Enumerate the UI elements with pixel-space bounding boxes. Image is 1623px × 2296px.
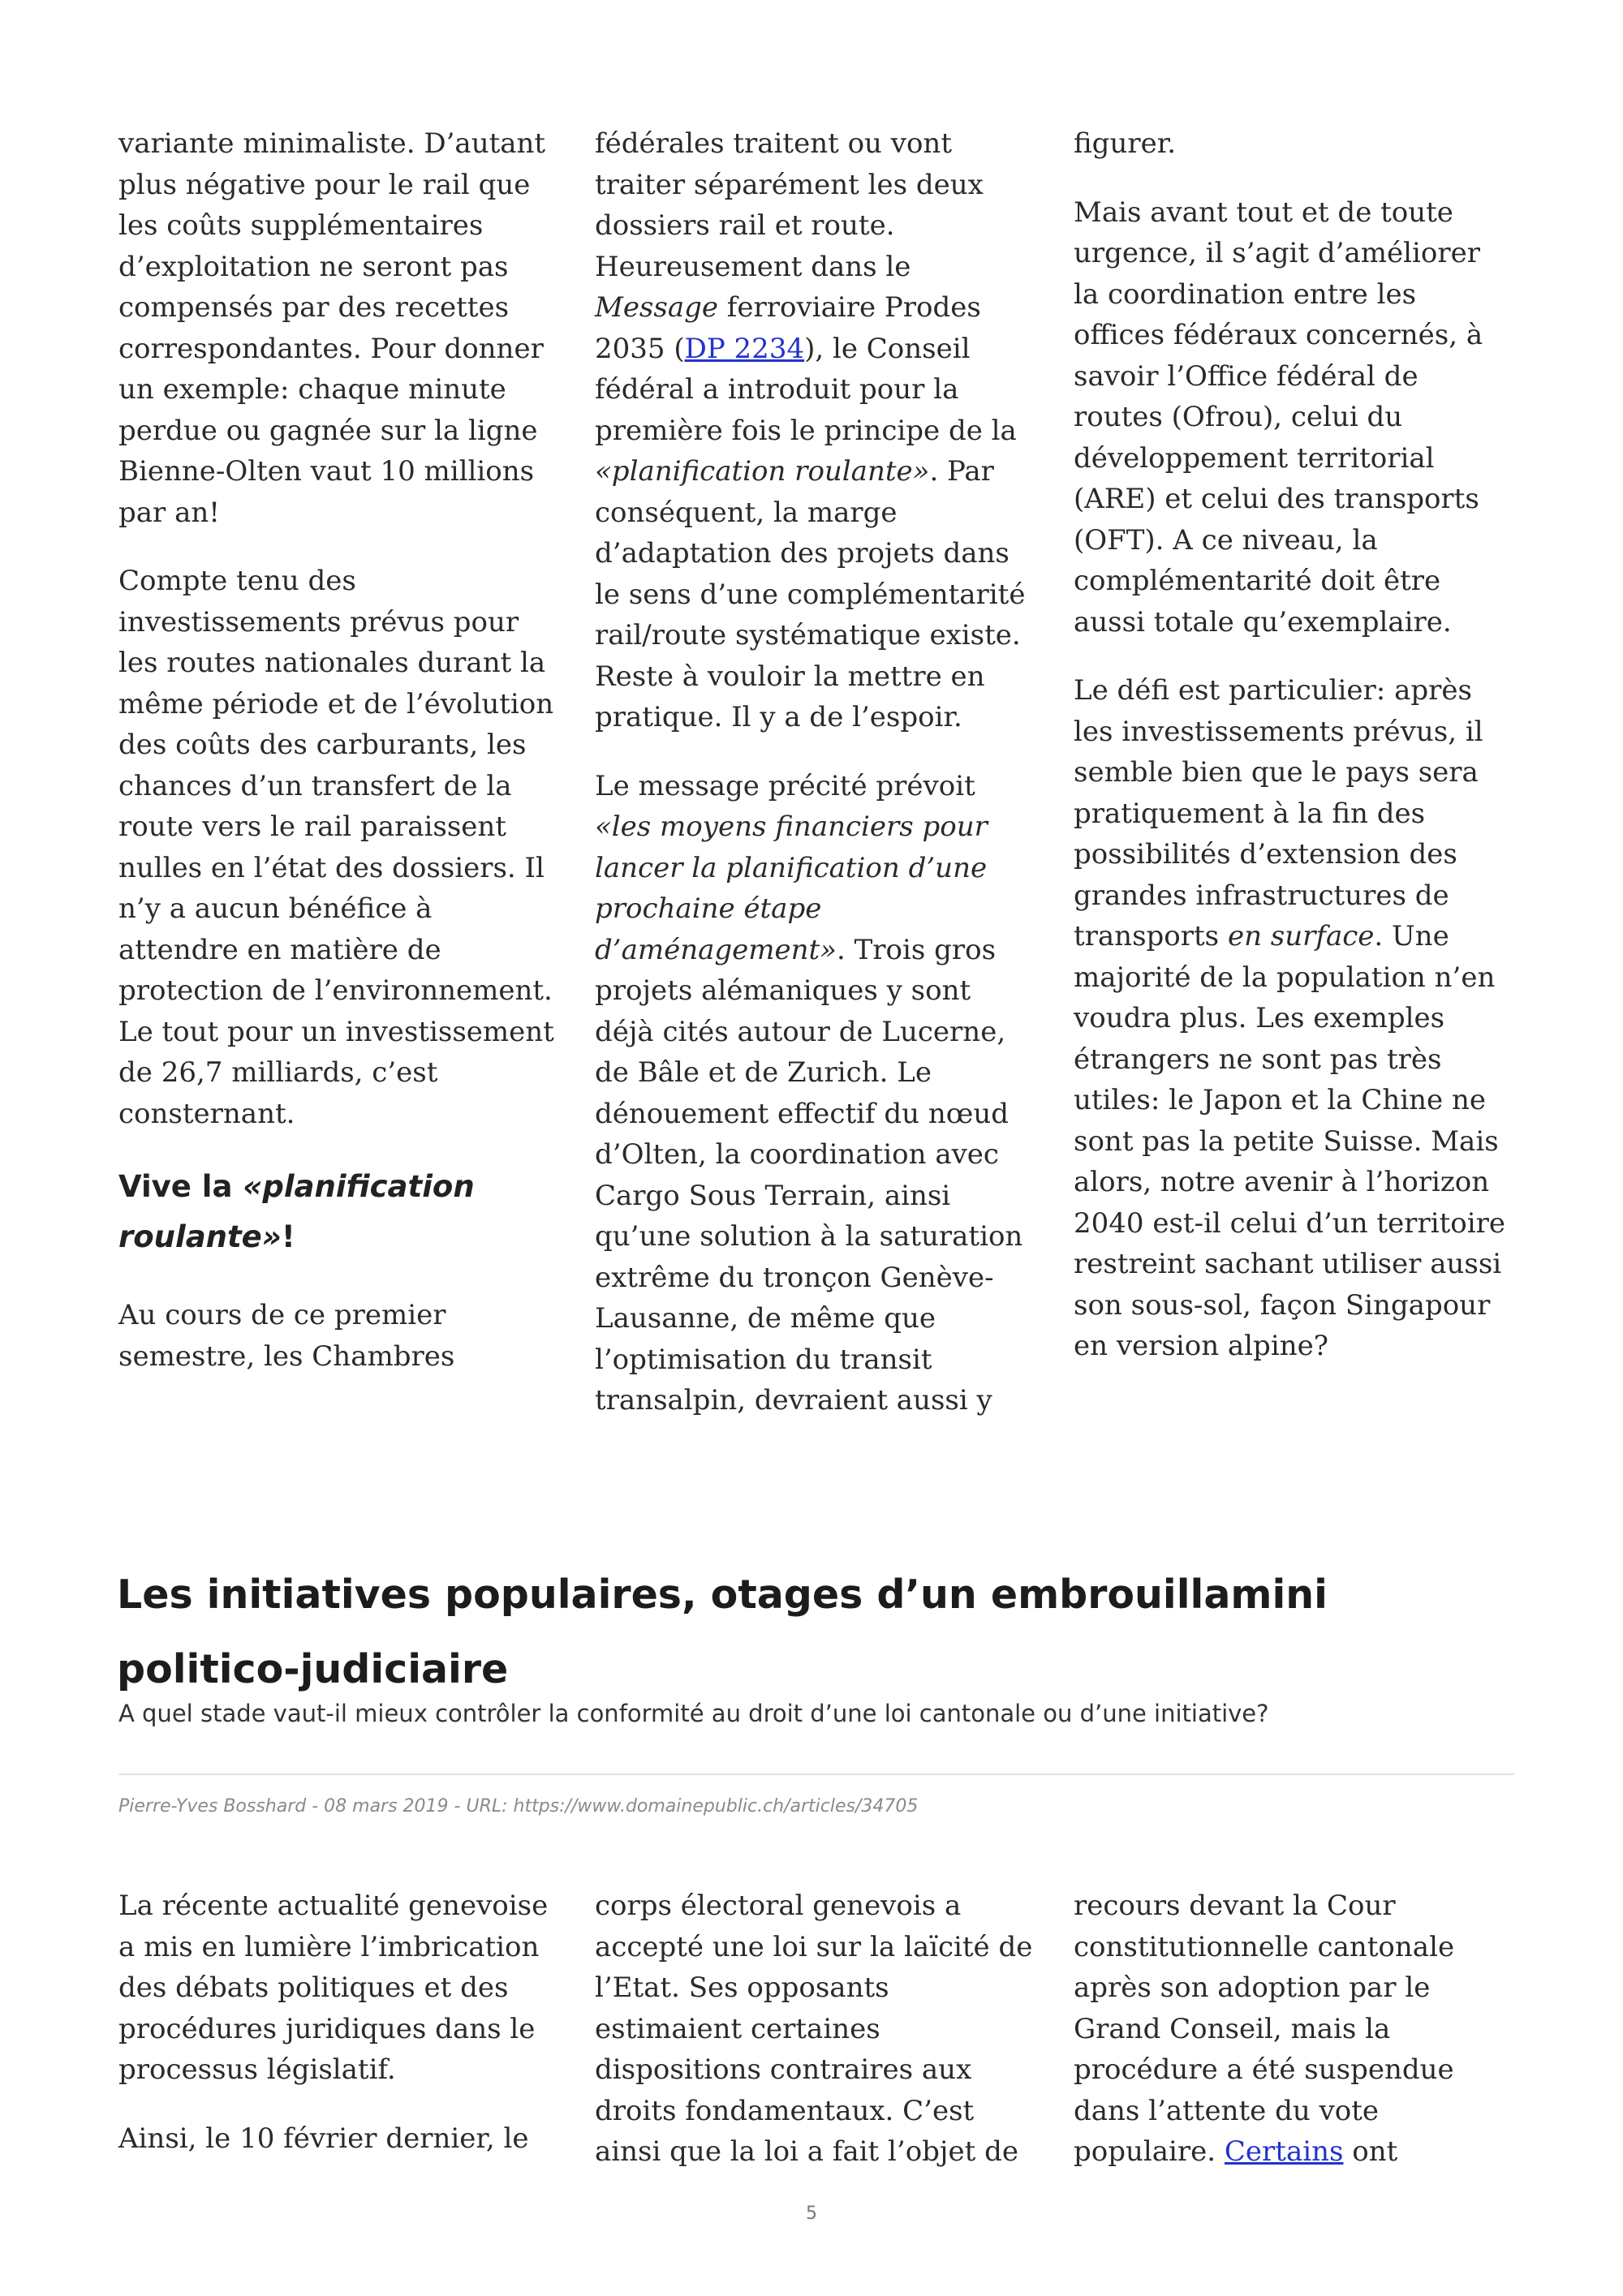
paragraph: Le message précité prévoit «les moyens financiers pour lancer la planification d’une prochaine étape d’aménagement». Trois gros projets alémaniques y sont déjà cités autour de Lucerne, de Bâle et de Zurich. Le dénouement effectif du nœud d’Olten, la coordination avec Cargo Sous Terrain, ainsi qu’une solution à la saturation extrême du tronçon Genève-Lausanne, de même que l’optimisation du transit transalpin, devraient aussi y [595,769,1023,1417]
page-number: 5 [806,2204,817,2224]
paragraph: La récente actualité genevoise a mis en lumière l’imbrication des débats politiques et des procédures juridiques dans le processus législatif. [118,1890,549,2086]
section-subheading: Vive la «planification roulante»! [118,1169,475,1254]
paragraph: fédérales traitent ou vont traiter séparément les deux dossiers rail et route. Heureusement dans le Message ferroviaire Prodes 2035 (DP 2234), le Conseil fédéral a introduit pour la première fois le principe de la «planification roulante». Par conséquent, la marge d’adaptation des projets dans le sens d’une complémentarité rail/route systématique existe. Reste à vouloir la mettre en pratique. Il y a de l’espoir. [595,127,1026,733]
article-column-2 [595,1885,1033,2173]
top-column-1 [118,123,557,1377]
paragraph: Au cours de ce premier semestre, les Chambres [118,1299,455,1373]
paragraph: corps électoral genevois a accepté une loi sur la laïcité de l’Etat. Ses opposants estimaient certaines dispositions contraires aux droits fondamentaux. C’est ainsi que la loi a fait l’objet de [595,1890,1033,2168]
article-column-3 [1074,1885,1512,2173]
dp-2234-link[interactable]: DP 2234 [684,332,805,365]
article-lede: A quel stade vaut-il mieux contrôler la conformité au droit d’une loi cantonale ou d’une initiative? [118,1700,1269,1727]
divider [118,1774,1514,1775]
paragraph: figurer. [1074,127,1177,160]
paragraph: Mais avant tout et de toute urgence, il s’agit d’améliorer la coordination entre les offices fédéraux concernés, à savoir l’Office fédéral de routes (Ofrou), celui du développement territorial (ARE) et celui des transports (OFT). A ce niveau, la complémentarité doit être aussi totale qu’exemplaire. [1074,196,1483,638]
top-column-2 [595,123,1033,1421]
paragraph: Le défi est particulier: après les investissements prévus, il semble bien que le pays sera pratiquement à la fin des possibilités d’extension des grandes infrastructures de transports en surface. Une majorité de la population n’en voudra plus. Les exemples étrangers ne sont pas très utiles: le Japon et la Chine ne sont pas la petite Suisse. Mais alors, notre avenir à l’horizon 2040 est-il celui d’un territoire restreint sachant utiliser aussi son sous-sol, façon Singapour en version alpine? [1074,674,1505,1362]
paragraph: variante minimaliste. D’autant plus négative pour le rail que les coûts supplémentaires d’exploitation ne seront pas compensés par des recettes correspondantes. Pour donner un exemple: chaque minute perdue ou gagnée sur la ligne Bienne-Olten vaut 10 millions par an! [118,127,546,529]
article-column-1 [118,1885,557,2159]
paragraph: Ainsi, le 10 février dernier, le [118,2122,529,2155]
paragraph: recours devant la Cour constitutionnelle cantonale après son adoption par le Grand Conseil, mais la procédure a été suspendue dans l’attente du vote populaire. Certains ont [1074,1890,1455,2168]
paragraph: Compte tenu des investissements prévus pour les routes nationales durant la même période et de l’évolution des coûts des carburants, les chances d’un transfert de la route vers le rail paraissent nulles en l’état des dossiers. Il n’y a aucun bénéfice à attendre en matière de protection de l’environnement. Le tout pour un investissement de 26,7 milliards, c’est consternant. [118,565,554,1130]
certains-link[interactable]: Certains [1224,2135,1344,2168]
top-column-3 [1074,123,1512,1367]
article-title: Les initiatives populaires, otages d’un embrouillamini politico-judiciaire [117,1572,1328,1692]
article-meta: Pierre-Yves Bosshard - 08 mars 2019 - URL: https://www.domainepublic.ch/articles/34705 [118,1796,919,1817]
